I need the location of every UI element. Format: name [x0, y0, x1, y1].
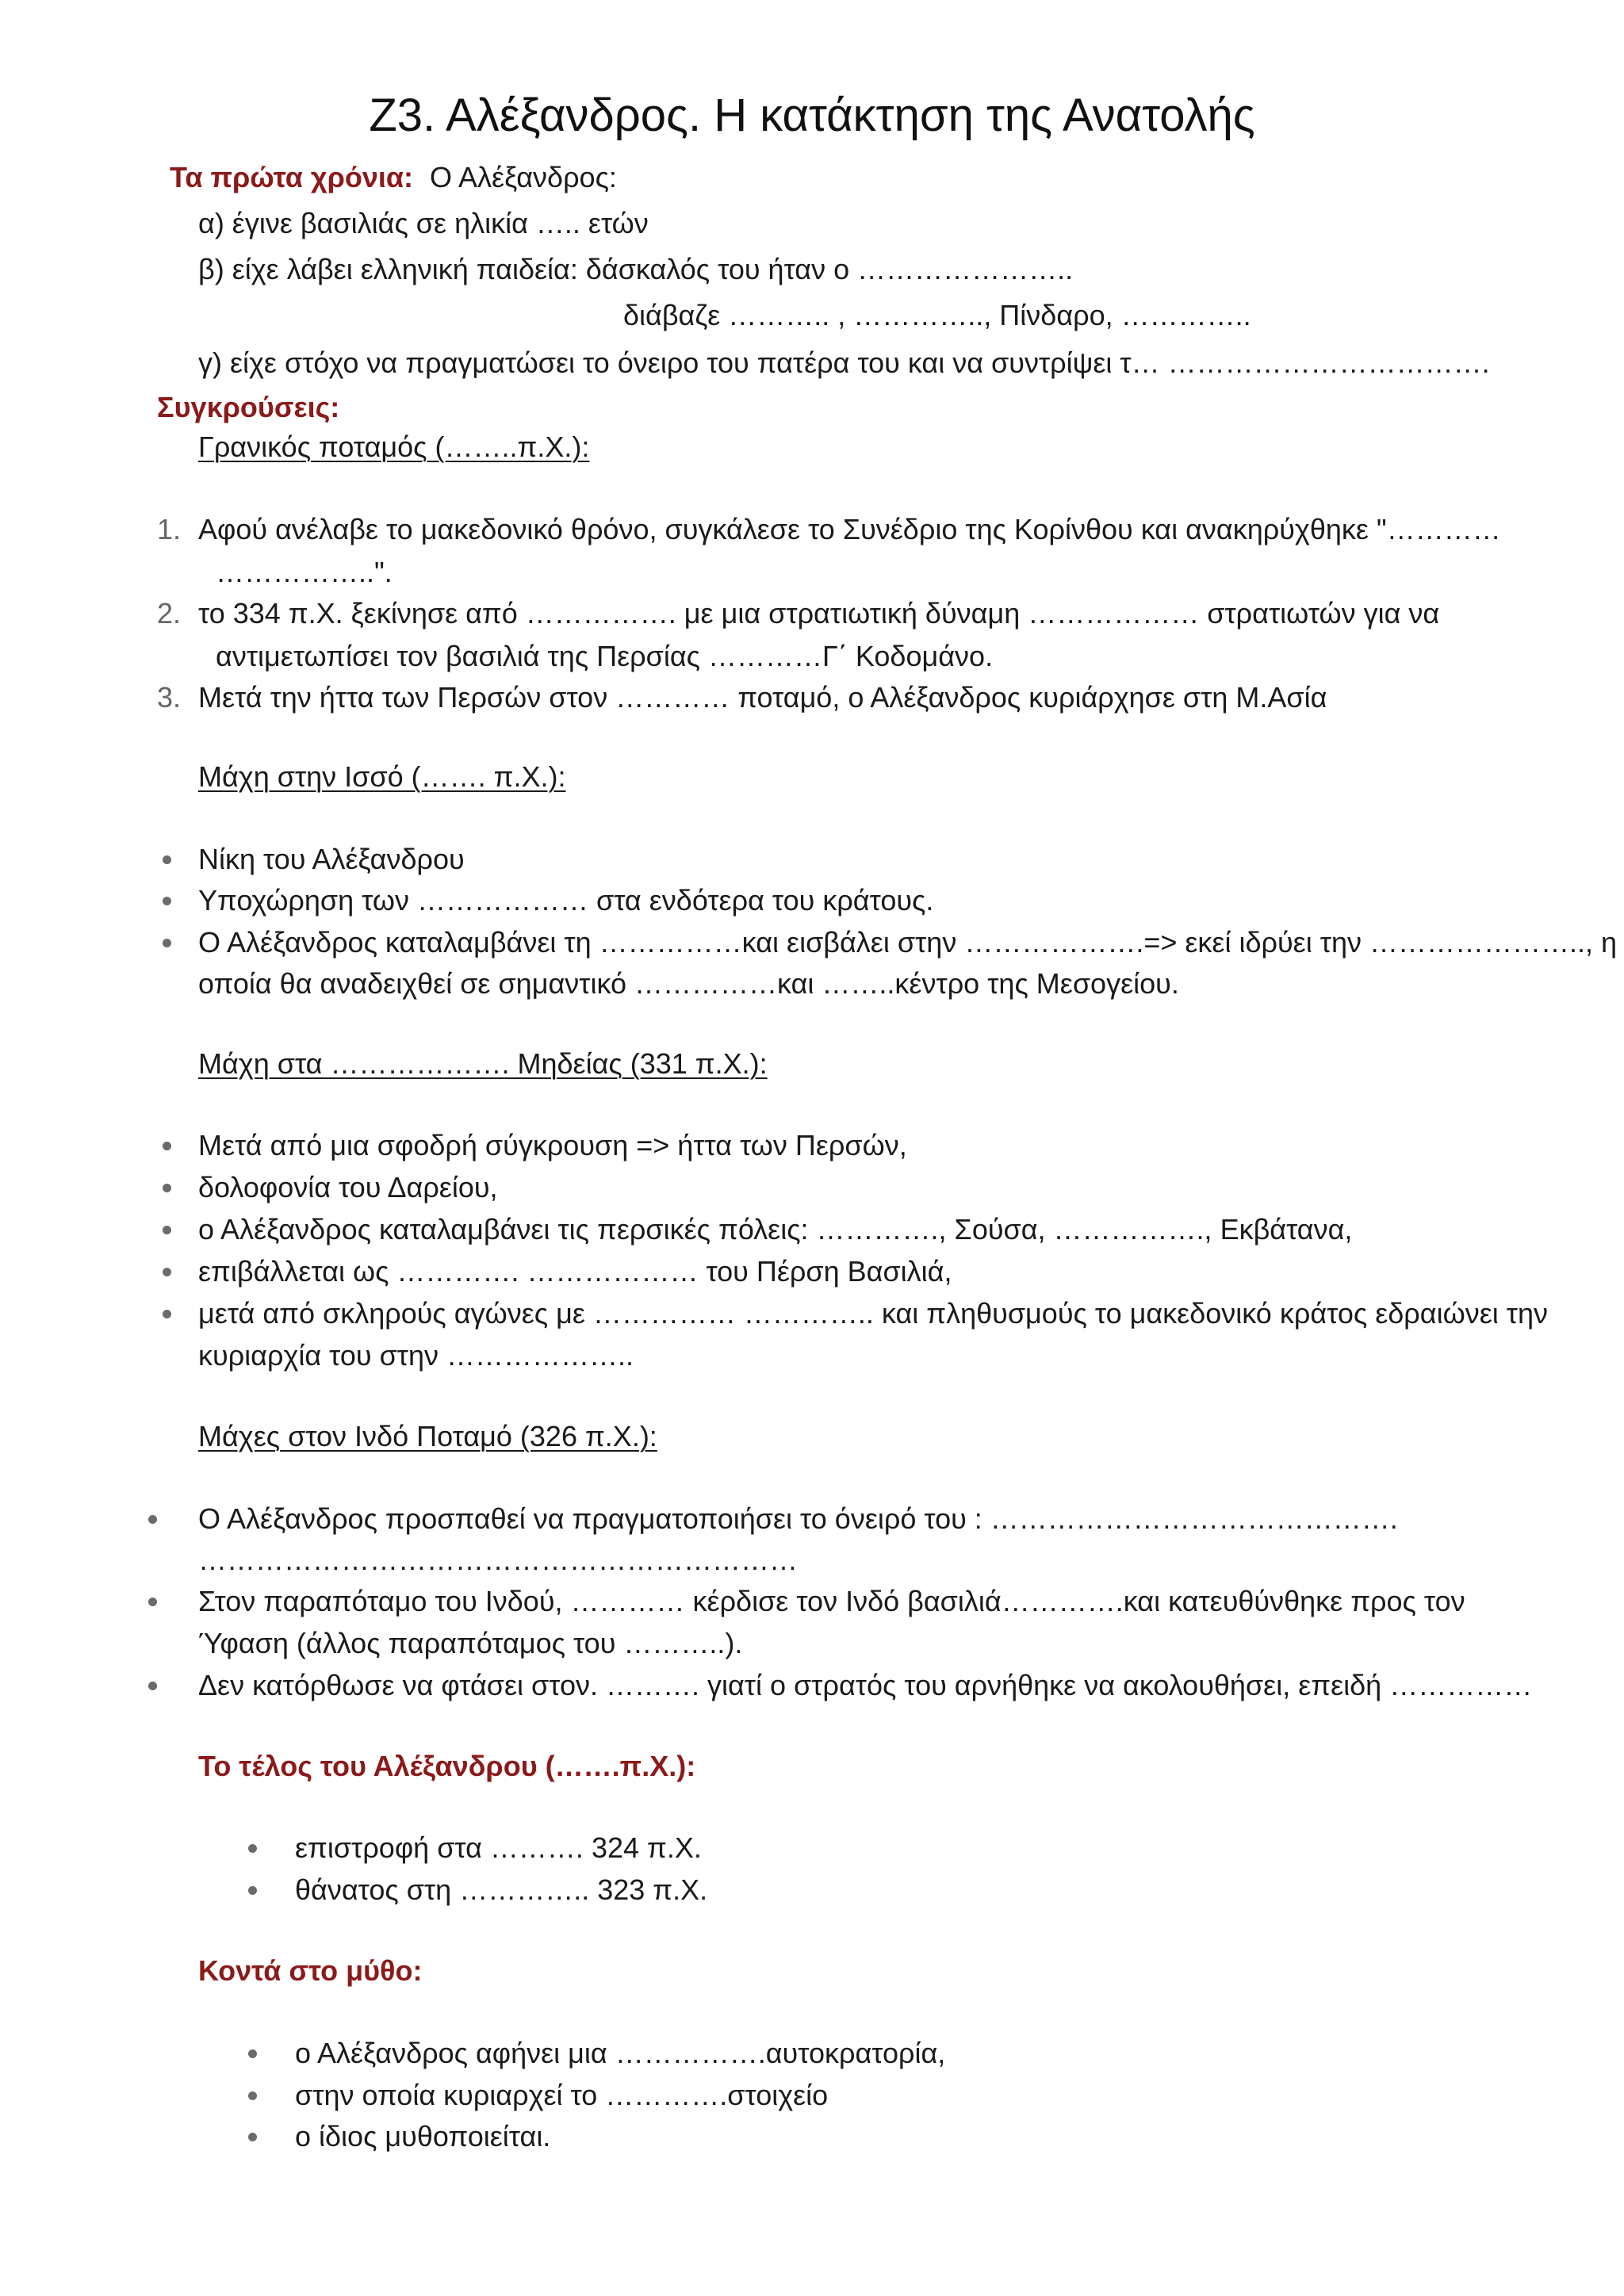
bullet-dot: [163, 855, 171, 864]
gaugamela-item-3: ο Αλέξανδρος καταλαμβάνει τις περσικές πόλεις: …………., Σούσα, ……………., Εκβάτανα,: [198, 1213, 1353, 1246]
issos-item-3: Ο Αλέξανδρος καταλαμβάνει τη ……………και εισβάλει στην ……………….=> εκεί ιδρύει την ………………….., η: [198, 926, 1617, 959]
bullet-dot: [163, 897, 171, 905]
indus-item-1-continued: ………………………………………………………: [198, 1544, 798, 1576]
early-years-heading: Τα πρώτα χρόνια:: [170, 161, 414, 193]
early-years-item-a: α) έγινε βασιλιάς σε ηλικία ….. ετών: [198, 207, 649, 239]
early-years-item-c: γ) είχε στόχο να πραγματώσει το όνειρο του πατέρα του και να συντρίψει τ… …………………………….: [198, 346, 1490, 379]
issos-item-3-continued: οποία θα αναδειχθεί σε σημαντικό ……………και ……..κέντρο της Μεσογείου.: [198, 967, 1179, 1000]
bullet-dot: [163, 1310, 171, 1318]
bullet-dot: [248, 2049, 257, 2058]
indus-item-2-continued: Ύφαση (άλλος παραπόταμος του ………..).: [198, 1627, 743, 1659]
bullet-dot: [248, 2091, 257, 2100]
myth-item-3: ο ίδιος μυθοποιείται.: [295, 2120, 551, 2152]
myth-item-2: στην οποία κυριαρχεί το ………….στοιχείο: [295, 2079, 829, 2111]
bullet-dot: [163, 1226, 171, 1234]
bullet-dot: [148, 1515, 157, 1524]
bullet-dot: [163, 1184, 171, 1192]
early-years-intro: Ο Αλέξανδρος:: [430, 161, 617, 193]
early-years-item-b-continued: διάβαζε ……….. , ………….., Πίνδαρο, …………..: [623, 299, 1251, 331]
indus-item-1: Ο Αλέξανδρος προσπαθεί να πραγματοποιήσει το όνειρό του : …………………………………….: [198, 1502, 1398, 1535]
bullet-dot: [148, 1598, 157, 1606]
gaugamela-item-5: μετά από σκληρούς αγώνες με …………… ………….. και πληθυσμούς το μακεδονικό κράτος εδραιώνει την: [198, 1297, 1548, 1330]
list-number: 3.: [157, 681, 182, 714]
granikos-item-3: Μετά την ήττα των Περσών στον ………… ποταμό, ο Αλέξανδρος κυριάρχησε στη Μ.Ασία: [198, 681, 1327, 714]
issos-item-2: Υποχώρηση των ……………… στα ενδότερα του κράτους.: [198, 884, 934, 916]
end-item-2: θάνατος στη ………….. 323 π.Χ.: [295, 1873, 708, 1906]
gaugamela-item-5-continued: κυριαρχία του στην ………………..: [198, 1339, 634, 1372]
bullet-dot: [148, 1682, 157, 1690]
bullet-dot: [163, 1268, 171, 1276]
myth-heading: Κοντά στο μύθο:: [198, 1954, 423, 1987]
gaugamela-heading: Μάχη στα ………………. Μηδείας (331 π.Χ.):: [198, 1047, 768, 1080]
gaugamela-item-2: δολοφονία του Δαρείου,: [198, 1171, 498, 1203]
bullet-dot: [163, 1142, 171, 1150]
granikos-heading: Γρανικός ποταμός (……..π.Χ.):: [198, 430, 590, 463]
list-number: 1.: [157, 513, 182, 545]
list-number: 2.: [157, 597, 182, 629]
gaugamela-item-4: επιβάλλεται ως …………. ……………… του Πέρση Βασιλιά,: [198, 1255, 952, 1288]
granikos-item-1: Αφού ανέλαβε το μακεδονικό θρόνο, συγκάλεσε το Συνέδριο της Κορίνθου και ανακηρύχθηκε "…………: [198, 513, 1501, 545]
page-title: Ζ3. Αλέξανδρος. Η κατάκτηση της Ανατολής: [369, 90, 1255, 141]
bullet-dot: [248, 1886, 257, 1895]
bullet-dot: [248, 1844, 257, 1853]
issos-item-1: Νίκη του Αλέξανδρου: [198, 843, 465, 875]
indus-heading: Μάχες στον Ινδό Ποταμό (326 π.Χ.):: [198, 1420, 657, 1452]
indus-item-2: Στον παραπόταμο του Ινδού, ………… κέρδισε τον Ινδό βασιλιά………….και κατευθύνθηκε προς τον: [198, 1585, 1465, 1617]
conflicts-heading: Συγκρούσεις:: [157, 391, 340, 423]
issos-heading: Μάχη στην Ισσό (……. π.Χ.):: [198, 760, 566, 793]
end-heading: Το τέλος του Αλέξανδρου (…….π.Χ.):: [198, 1750, 696, 1782]
early-years-item-b: β) είχε λάβει ελληνική παιδεία: δάσκαλός του ήταν ο …………………..: [198, 253, 1074, 285]
granikos-item-1-continued: ……………..".: [216, 556, 393, 588]
bullet-dot: [248, 2133, 257, 2141]
myth-item-1: ο Αλέξανδρος αφήνει μια …………….αυτοκρατορία,: [295, 2037, 946, 2069]
end-item-1: επιστροφή στα ………. 324 π.Χ.: [295, 1831, 702, 1864]
bullet-dot: [163, 939, 171, 947]
indus-item-3: Δεν κατόρθωσε να φτάσει στον. ………. γιατί ο στρατός του αρνήθηκε να ακολουθήσει, επειδή ……………: [198, 1669, 1533, 1701]
granikos-item-2: το 334 π.Χ. ξεκίνησε από ……………. με μια στρατιωτική δύναμη ……………… στρατιωτών για να: [198, 597, 1440, 629]
granikos-item-2-continued: αντιμετωπίσει τον βασιλιά της Περσίας …………Γ΄ Κοδομάνο.: [216, 640, 994, 672]
gaugamela-item-1: Μετά από μια σφοδρή σύγκρουση => ήττα των Περσών,: [198, 1129, 907, 1161]
